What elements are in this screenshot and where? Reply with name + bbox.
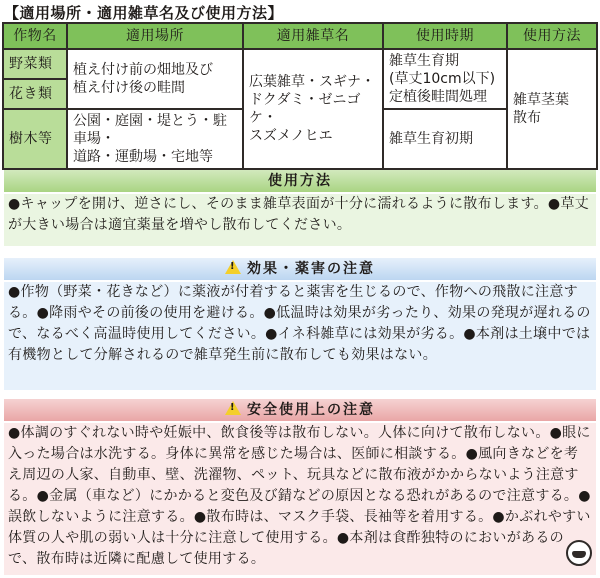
header-weeds: 適用雑草名	[243, 23, 383, 49]
method-cell: 雑草茎葉 散布	[507, 49, 597, 169]
place-fields: 植え付け前の畑地及び 植え付け後の畦間	[67, 49, 243, 109]
warning-triangle-icon	[225, 401, 241, 415]
usage-section-body	[4, 194, 596, 246]
crop-trees: 樹木等	[3, 109, 67, 169]
weeds-cell: 広葉雑草・スギナ・ ドクダミ・ゼニゴケ・ スズメノヒエ	[243, 49, 383, 169]
timing-early: 雑草生育初期	[383, 109, 507, 169]
usage-text: ●キャップを開け、逆さにし、そのまま雑草表面が十分に濡れるように散布します。●草丈が大きい場合は適宜薬量を増やし散布してください。	[8, 196, 590, 233]
safety-section-title	[4, 399, 596, 421]
usage-section-title	[4, 170, 596, 192]
header-crop: 作物名	[3, 23, 67, 49]
effects-text: ●作物（野菜・花きなど）に薬液が付着すると薬害を生じるので、作物への飛散に注意する。●降雨やその前後の使用を避ける。●低温時は効果が劣ったり、効果の発現が遅れるので、なるべく高温時使用してください。●イネ科雑草には効果が劣る。●本剤は土壌中では有機物として分解されるので雑草発生前に散布しても効果はない。	[8, 284, 591, 363]
crop-flowers: 花き類	[3, 79, 67, 109]
header-method: 使用方法	[507, 23, 597, 49]
table-header-row	[3, 23, 597, 49]
table-row	[3, 49, 597, 79]
usage-table	[2, 22, 598, 170]
effects-section-title	[4, 258, 596, 280]
page-title: 【適用場所・適用雑草名及び使用方法】	[4, 4, 284, 22]
warning-triangle-icon	[225, 260, 241, 274]
safety-section-body	[4, 423, 596, 575]
effects-section-body	[4, 282, 596, 390]
crop-vegetables: 野菜類	[3, 49, 67, 79]
usage-section-label: 使用方法	[268, 173, 332, 189]
safety-text: ●体調のすぐれない時や妊娠中、飲食後等は散布しない。人体に向けて散布しない。●眼に入った場合は水洗する。身体に異常を感じた場合は、医師に相談する。●風向きなどを考え周辺の人家、自動車、壁、洗濯物、ペット、玩具などに散布液がかからないよう注意する。●金属（車など）にかかると変色及び錆などの原因となる恐れがあるので注意する。●誤飲しないように注意する。●散布時は、マスク手袋、長袖等を着用する。●かぶれやすい体質の人や肌の弱い人は十分に注意して使用する。●本剤は食酢独特のにおいがあるので、散布時は近隣に配慮して使用する。	[8, 425, 591, 567]
header-timing: 使用時期	[383, 23, 507, 49]
effects-section-label: 効果・薬害の注意	[247, 261, 375, 277]
header-place: 適用場所	[67, 23, 243, 49]
face-mask-icon	[566, 540, 592, 566]
timing-fields: 雑草生育期 (草丈10cm以下) 定植後畦間処理	[383, 49, 507, 109]
safety-section-label: 安全使用上の注意	[247, 402, 375, 418]
place-parks: 公園・庭園・堤とう・駐車場・ 道路・運動場・宅地等	[67, 109, 243, 169]
